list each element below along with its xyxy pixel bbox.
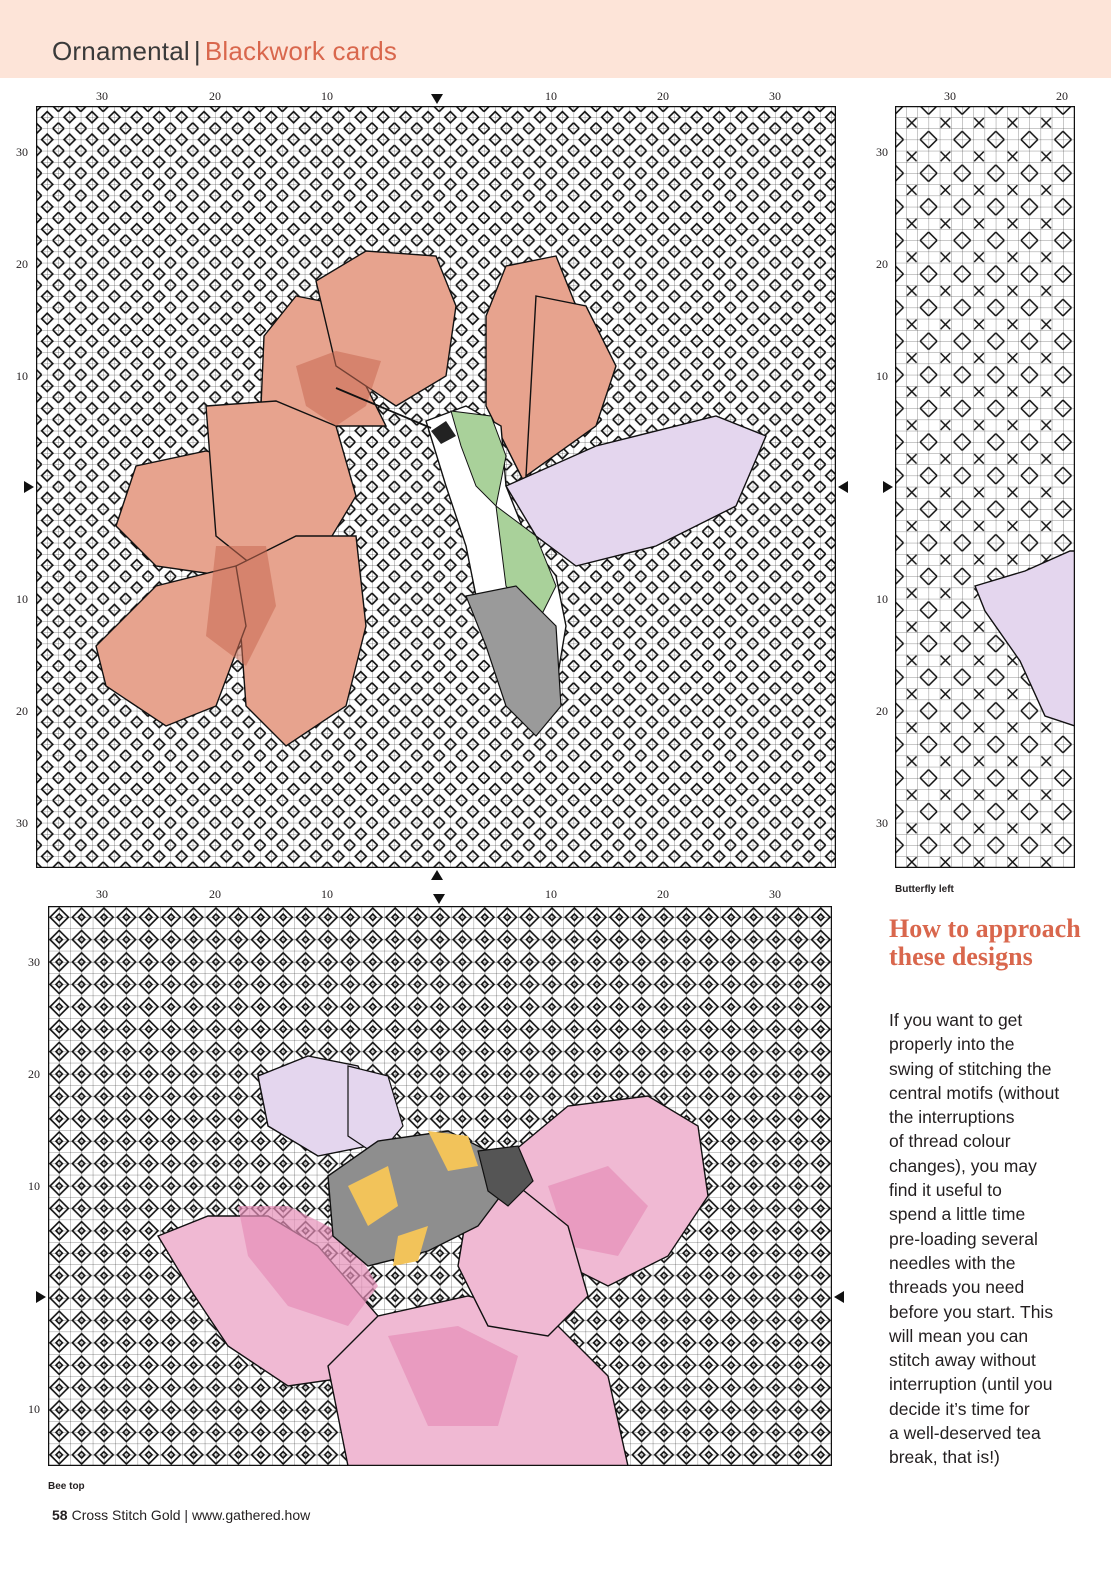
top-chart-top-tick: 20 [657,89,669,103]
magazine-name: Cross Stitch Gold [71,1507,181,1523]
hummingbird-chart-grid [36,106,836,868]
top-chart-left-tick: 10 [16,592,28,606]
top-chart-left-tick: 10 [16,369,28,383]
center-marker-left [883,481,893,493]
title-separator: | [193,36,201,66]
footer-separator: | [184,1507,189,1523]
top-chart-top-tick: 10 [545,89,557,103]
top-chart-left-tick: 20 [16,257,28,271]
bee-chart-top-tick: 30 [769,887,781,901]
side-chart-left-tick: 10 [876,592,888,606]
bee-chart-top-tick: 20 [209,887,221,901]
side-chart-top-tick: 30 [944,89,956,103]
section-title [52,36,397,67]
top-chart-left-tick: 20 [16,704,28,718]
page-number: 58 [52,1507,68,1523]
bee-chart-grid [48,906,832,1466]
bee-chart-top-tick: 10 [545,887,557,901]
side-chart-left-tick: 30 [876,816,888,830]
bee-chart-left-tick: 10 [28,1179,40,1193]
bee-chart-top-tick: 30 [96,887,108,901]
side-chart-left-tick: 20 [876,704,888,718]
side-chart-left-tick: 20 [876,257,888,271]
top-chart-left-tick: 30 [16,816,28,830]
page-footer [52,1507,310,1523]
bee-top-caption: Bee top [48,1481,85,1492]
sidebar-heading: How to approach these designs [889,914,1081,971]
center-marker-top [431,94,443,104]
center-marker-top [433,894,445,904]
butterfly-left-caption: Butterfly left [895,884,954,895]
bee-chart-left-tick: 30 [28,955,40,969]
side-chart-top-tick: 20 [1056,89,1068,103]
butterfly-left-chart-grid [895,106,1075,868]
butterfly-left-chart [895,106,1075,868]
top-chart-left-tick: 30 [16,145,28,159]
section-category: Ornamental [52,36,190,66]
side-chart-left-tick: 10 [876,369,888,383]
bee-chart [48,906,832,1466]
top-chart-top-tick: 30 [96,89,108,103]
top-chart-top-tick: 30 [769,89,781,103]
side-chart-left-tick: 30 [876,145,888,159]
sidebar-body: If you want to get properly into the swing of stitching the central motifs (without the interruptions of thread colour changes), you may find it useful to spend a little time pre-loading several needles with the threads you need before you start. This will mean you can stitch away without interruption (until you decide it’s time for a well-deserved tea break, that is!) [889,1010,1060,1468]
center-marker-bottom [431,870,443,880]
bee-chart-left-tick: 10 [28,1402,40,1416]
website-link[interactable]: www.gathered.how [191,1507,311,1523]
center-marker-right [838,481,848,493]
center-marker-left [36,1291,46,1303]
bee-chart-top-tick: 20 [657,887,669,901]
top-chart-top-tick: 10 [321,89,333,103]
section-subtitle: Blackwork cards [204,36,398,66]
center-marker-right [834,1291,844,1303]
bee-chart-top-tick: 10 [321,887,333,901]
center-marker-left [24,481,34,493]
hummingbird-chart [36,106,836,868]
bee-chart-left-tick: 20 [28,1067,40,1081]
top-chart-top-tick: 20 [209,89,221,103]
